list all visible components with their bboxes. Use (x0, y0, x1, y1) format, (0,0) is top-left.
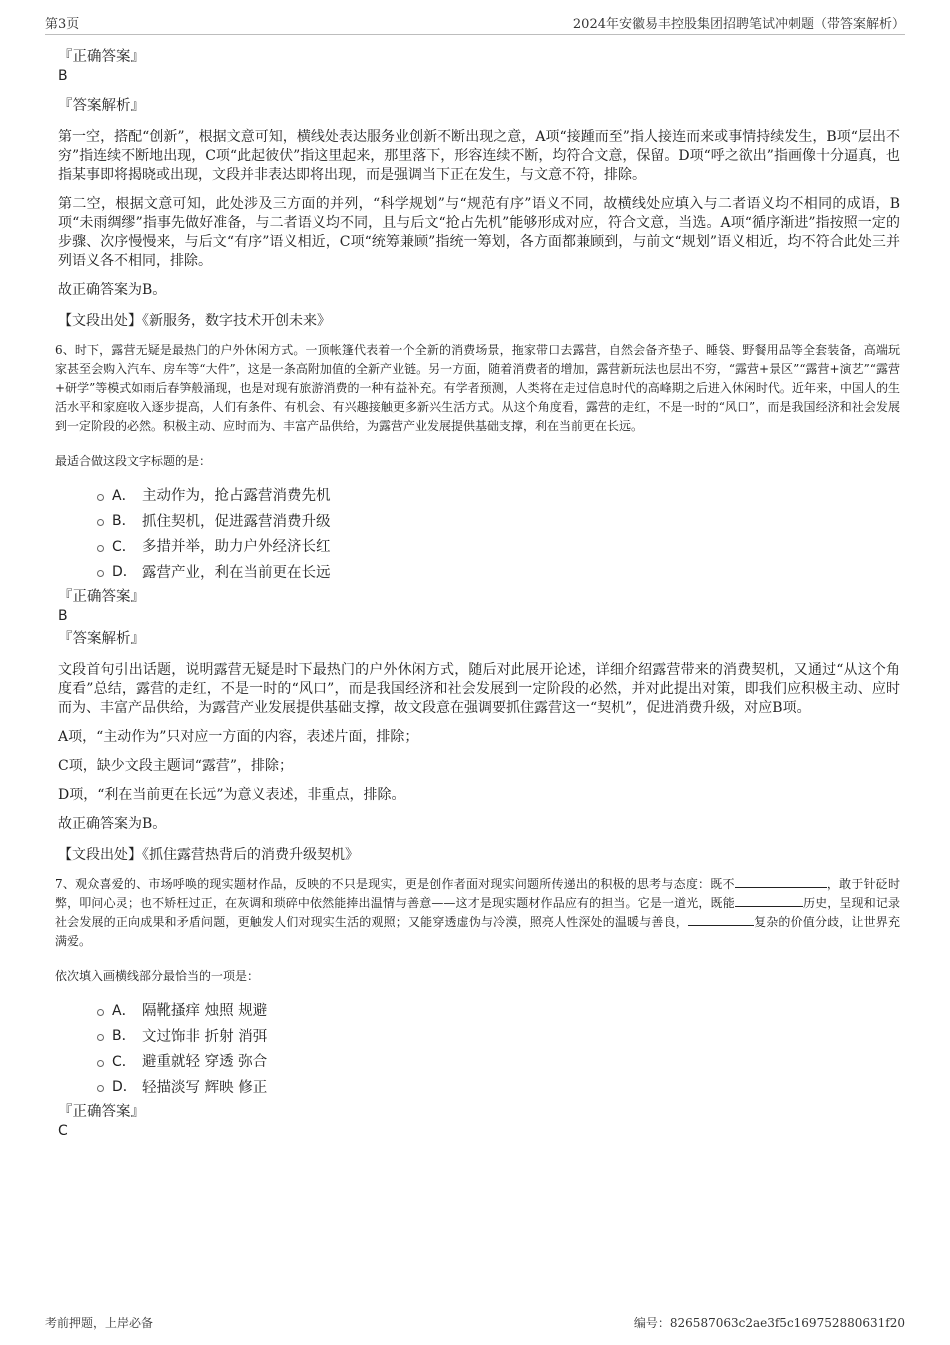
radio-button[interactable] (97, 545, 104, 552)
footer-slogan: 考前押题，上岸必备 (45, 1316, 154, 1330)
option-c[interactable]: C． 多措并举，助力户外经济长红 (97, 533, 900, 559)
document-body (55, 48, 900, 1141)
radio-button[interactable] (97, 494, 104, 501)
option-b[interactable]: B． 抓住契机，促进露营消费升级 (97, 508, 900, 534)
q7-answer: C (58, 1123, 68, 1139)
q6-options (97, 482, 900, 584)
q6-source: 【文段出处】《抓住露营热背后的消费升级契机》 (58, 847, 359, 863)
document-title: 2024年安徽易丰控股集团招聘笔试冲刺题（带答案解析） (572, 17, 905, 32)
fill-blank (688, 913, 754, 926)
option-d[interactable]: D． 轻描淡写 辉映 修正 (97, 1074, 900, 1100)
option-d[interactable]: D． 露营产业，利在当前更在长远 (97, 559, 900, 585)
q7-options (97, 997, 900, 1099)
analysis-label: 『答案解析』 (58, 98, 145, 114)
q6-analysis-paragraph: 文段首句引出话题，说明露营无疑是时下最热门的户外休闲方式，随后对此展开论述，详细介绍露营带来的消费契机，又通过“从这个角度看”总结，露营的走红，不是一时的“风口”，而是我国经济和社会发展到一定阶段的必然，并对此提出对策，即我们应积极主动、应时而为、丰富产品供给，为露营产业发展提供基础支撑，故文段意在强调要抓住露营这一“契机”，促进消费升级，对应B项。 (58, 662, 900, 716)
q5-answer: B (58, 68, 68, 84)
fill-blank (735, 875, 827, 888)
option-c[interactable]: C． 避重就轻 穿透 弥合 (97, 1048, 900, 1074)
correct-answer-label: 『正确答案』 (58, 589, 145, 605)
q5-analysis-paragraph: 第一空，搭配“创新”，根据文意可知，横线处表达服务业创新不断出现之意，A项“接踵而至”指人接连而来或事情持续发生，B项“层出不穷”指连续不断地出现，C项“此起彼伏”指这里起来，那里落下，形容连续不断，均符合文意，保留。D项“呼之欲出”指画像十分逼真，也指某事即将揭晓或出现，文段并非表达即将出现，而是强调当下正在发生，与文意不符，排除。 (58, 129, 900, 183)
fill-blank (735, 894, 803, 907)
q6-analysis-paragraph: A项，“主动作为”只对应一方面的内容，表述片面，排除； (58, 729, 419, 745)
q6-answer: B (58, 608, 68, 624)
q7-prompt: 依次填入画横线部分最恰当的一项是： (55, 969, 260, 983)
radio-button[interactable] (97, 1060, 104, 1067)
option-a[interactable]: A． 主动作为，抢占露营消费先机 (97, 482, 900, 508)
correct-answer-label: 『正确答案』 (58, 1104, 145, 1120)
page-footer (45, 1314, 905, 1332)
q6-question-text: 6、时下，露营无疑是最热门的户外休闲方式。一顶帐篷代表着一个全新的消费场景，拖家带口去露营，自然会备齐垫子、睡袋、野餐用品等全套装备，高端玩家甚至会购入汽车、房车等“大件”，这是一条高附加值的全新产业链。另一方面，随着消费者的增加，露营新玩法也层出不穷，“露营+景区”“露营+演艺”“露营+研学”等模式如雨后春笋般涌现，也是对现有旅游消费的一种有益补充。有学者预测，人类将在走过信息时代的高峰期之后进入休闲时代。近年来，中国人的生活水平和家庭收入逐步提高，人们有条件、有机会、有兴趣接触更多新兴生活方式。从这个角度看，露营的走红，不是一时的“风口”，而是我国经济和社会发展到一定阶段的必然。积极主动、应时而为、丰富产品供给，为露营产业发展提供基础支撑，利在当前更在长远。 (55, 343, 900, 433)
page-number: 第3页 (45, 17, 80, 32)
q6-conclusion: 故正确答案为B。 (58, 816, 167, 832)
analysis-label: 『答案解析』 (58, 631, 145, 647)
correct-answer-label: 『正确答案』 (58, 49, 145, 65)
q5-conclusion: 故正确答案为B。 (58, 282, 167, 298)
q6-prompt: 最适合做这段文字标题的是： (55, 454, 212, 468)
q6-analysis-paragraph: D项，“利在当前更在长远”为意义表述，非重点，排除。 (58, 787, 406, 803)
q7-question-text: 7、观众喜爱的、市场呼唤的现实题材作品，反映的不只是现实，更是创作者面对现实问题所传递出的积极的思考与态度：既不 ，敢于针砭时弊，叩问心灵；也不矫枉过正，在灰调和琐碎中依然能捧出温情与善意——这才是现实题材作品应有的担当。它是一道光，既能 历史，呈现和记录社会发展的正向成果和矛盾问题，更触发人们对现实生活的观照；又能穿透虚伪与冷漠，照亮人性深处的温暖与善良， 复杂的价值分歧，让世界充满爱。 (55, 877, 900, 948)
radio-button[interactable] (97, 519, 104, 526)
option-a[interactable]: A． 隔靴搔痒 烛照 规避 (97, 997, 900, 1023)
document-id: 编号：826587063c2ae3f5c169752880631f20 (633, 1316, 905, 1330)
q6-analysis-paragraph: C项，缺少文段主题词“露营”，排除； (58, 758, 294, 774)
radio-button[interactable] (97, 570, 104, 577)
q5-analysis-paragraph: 第二空，根据文意可知，此处涉及三方面的并列，“科学规划”与“规范有序”语义不同，故横线处应填入与二者语义均不相同的成语，B项“未雨绸缪”指事先做好准备，与二者语义均不同，且与后文“抢占先机”能够形成对应，符合文意，当选。A项“循序渐进”指按照一定的步骤、次序慢慢来，与后文“有序”语义相近，C项“统筹兼顾”指统一筹划，各方面都兼顾到，与前文“规划”语义相近，均不符合此处三并列语义各不相同，排除。 (58, 196, 900, 269)
radio-button[interactable] (97, 1034, 104, 1041)
option-b[interactable]: B． 文过饰非 折射 消弭 (97, 1023, 900, 1049)
page-header (45, 10, 905, 35)
radio-button[interactable] (97, 1085, 104, 1092)
radio-button[interactable] (97, 1009, 104, 1016)
q5-source: 【文段出处】《新服务，数字技术开创未来》 (58, 313, 331, 329)
